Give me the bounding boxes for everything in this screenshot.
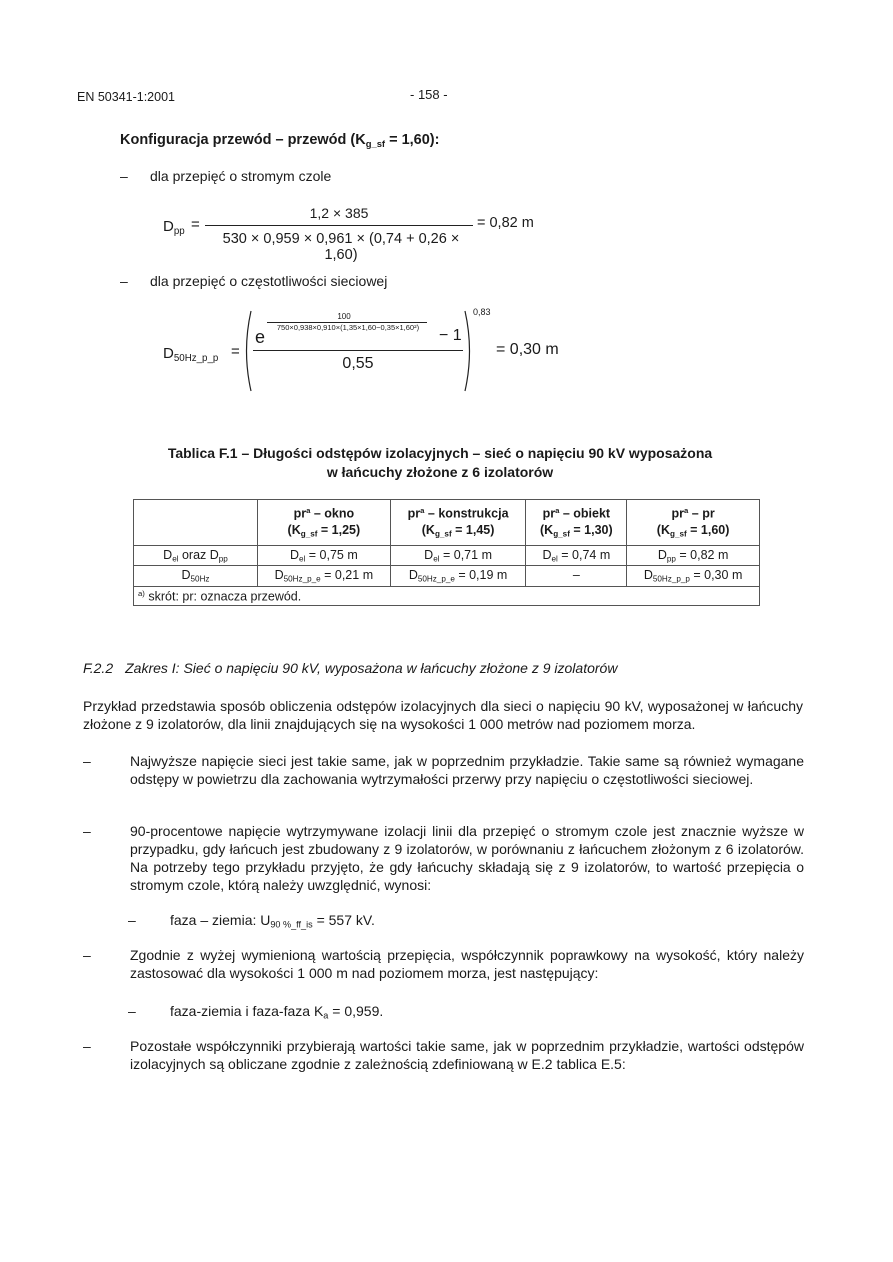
table-title: Tablica F.1 – Długości odstępów izolacyjnych – sieć o napięciu 90 kV wyposażona w łańcuchy złożone z 6 izolatorów — [167, 445, 713, 480]
table-cell: $D_{el} = 0,71$ m — [390, 545, 526, 565]
list-item-freq: – dla przepięć o częstotliwości sieciowej — [120, 273, 388, 289]
table-cell: $D_{el} = 0,75$ m — [258, 545, 391, 565]
table-note-row — [134, 586, 760, 605]
table-cell: $D_{pp} = 0,82$ m — [627, 545, 760, 565]
row-label: $D_{el}$ oraz $D_{pp}$ — [134, 545, 258, 565]
intro-paragraph: Przykład przedstawia sposób obliczenia odstępów izolacyjnych dla sieci o napięciu 90 kV, wyposażonej w łańcuchy złożone z 9 izolatorów, dla linii znajdujących się na wysokości 1 000 metrów nad poziomem morza. — [83, 698, 803, 732]
table-cell: $D_{el} = 0,74$ m — [526, 545, 627, 565]
table-cell: $D_{50Hz\_p\_p} = 0,30$ m — [627, 566, 760, 586]
configuration-heading: Konfiguracja przewód – przewód $(K_{g\_sf} = 1,60)$: — [120, 132, 440, 149]
row-label: $D_{50Hz}$ — [134, 566, 258, 586]
table-row — [134, 545, 760, 565]
table-header-row — [134, 500, 760, 546]
list-item-steep: – dla przepięć o stromym czole — [120, 168, 332, 184]
sub-bullet-item: – faza – ziemia: $U_{90 \%\_ff\_is} = 557$ kV. — [128, 912, 375, 930]
right-parenthesis — [463, 309, 475, 393]
table-cell: $D_{50Hz\_p\_e} = 0,19$ m — [390, 566, 526, 586]
formula-dpp: $D_{pp}$ = 1,2 × 385 530 × 0,959 × 0,961 × (0,74 + 0,26 × 1,60) = 0,82 m — [163, 205, 534, 263]
table-row — [134, 566, 760, 586]
page-number: - 158 - — [410, 87, 448, 102]
table-header-cell: $pr^a$ – konstrukcja $(K_{g\_sf} = 1,45)$ — [390, 500, 526, 546]
formula-d50hz: $D_{50Hz\_p\_p}$ = 100 750×0,938×0,910×(1,35×1,60−0,35×1,60²) e − 1 0,55 0,83 = 0,30 m — [163, 305, 583, 395]
table-cell: – — [526, 566, 627, 586]
sub-bullet-item: – faza-ziemia i faza-faza $K_a = 0,959$. — [128, 1003, 384, 1021]
table-header-empty — [134, 500, 258, 546]
section-heading: F.2.2 Zakres I: Sieć o napięciu 90 kV, wyposażona w łańcuchy złożone z 9 izolatorów — [83, 660, 618, 676]
document-id: EN 50341-1:2001 — [77, 90, 175, 104]
table-header-cell: $pr^a$ – pr $(K_{g\_sf} = 1,60)$ — [627, 500, 760, 546]
table-header-cell: $pr^a$ – okno $(K_{g\_sf} = 1,25)$ — [258, 500, 391, 546]
left-parenthesis — [241, 309, 253, 393]
table-header-cell: $pr^a$ – obiekt $(K_{g\_sf} = 1,30)$ — [526, 500, 627, 546]
table-cell: $D_{50Hz\_p\_e} = 0,21$ m — [258, 566, 391, 586]
table-footnote: $^{a)}$ skrót: pr: oznacza przewód. — [134, 586, 760, 605]
clearance-table — [133, 499, 760, 606]
